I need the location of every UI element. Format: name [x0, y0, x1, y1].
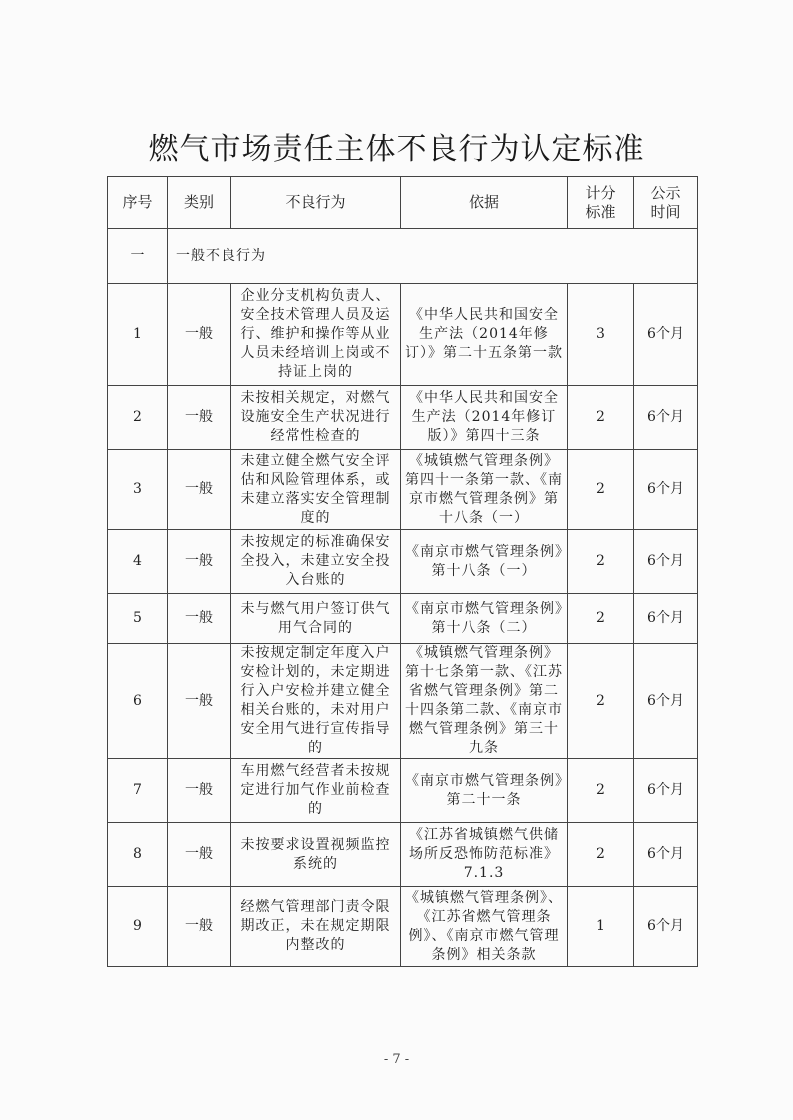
row-behavior: 未按规定制定年度入户安检计划的，未定期进行入户安检并建立健全相关台账的，未对用户安全用气进行宣传指导的 — [231, 644, 401, 759]
row-number: 3 — [108, 450, 168, 530]
row-basis: 《中华人民共和国安全生产法（2014年修订版）》第四十三条 — [401, 386, 568, 450]
header-no: 序号 — [108, 177, 168, 229]
row-score: 2 — [568, 530, 634, 594]
header-score — [568, 177, 634, 229]
row-period: 6个月 — [634, 823, 698, 887]
header-score-line2: 标准 — [585, 202, 616, 221]
row-category: 一般 — [168, 823, 231, 887]
row-category: 一般 — [168, 386, 231, 450]
table-row — [108, 644, 698, 759]
row-basis: 《南京市燃气管理条例》第十八条（二） — [401, 594, 568, 644]
row-score: 2 — [568, 759, 634, 823]
row-number: 6 — [108, 644, 168, 759]
row-period: 6个月 — [634, 284, 698, 386]
table-row — [108, 823, 698, 887]
row-category: 一般 — [168, 644, 231, 759]
table-row — [108, 594, 698, 644]
table-row — [108, 386, 698, 450]
row-number: 5 — [108, 594, 168, 644]
table-row — [108, 759, 698, 823]
table-row — [108, 530, 698, 594]
section-title: 一般不良行为 — [168, 229, 698, 284]
row-score: 2 — [568, 823, 634, 887]
row-period: 6个月 — [634, 594, 698, 644]
header-category: 类别 — [168, 177, 231, 229]
row-category: 一般 — [168, 284, 231, 386]
row-category: 一般 — [168, 450, 231, 530]
row-behavior: 未按要求设置视频监控系统的 — [231, 823, 401, 887]
header-period — [634, 177, 698, 229]
row-category: 一般 — [168, 594, 231, 644]
row-behavior: 经燃气管理部门责令限期改正，未在规定期限内整改的 — [231, 887, 401, 967]
row-basis: 《南京市燃气管理条例》第十八条（一） — [401, 530, 568, 594]
row-period: 6个月 — [634, 530, 698, 594]
row-behavior: 未按规定的标准确保安全投入，未建立安全投入台账的 — [231, 530, 401, 594]
row-basis: 《城镇燃气管理条例》、《江苏省燃气管理条例》、《南京市燃气管理条例》相关条款 — [401, 887, 568, 967]
header-basis: 依据 — [401, 177, 568, 229]
row-period: 6个月 — [634, 644, 698, 759]
row-number: 1 — [108, 284, 168, 386]
table-row — [108, 887, 698, 967]
row-score: 2 — [568, 644, 634, 759]
row-period: 6个月 — [634, 759, 698, 823]
row-basis: 《中华人民共和国安全生产法（2014年修订）》第二十五条第一款 — [401, 284, 568, 386]
section-row — [108, 229, 698, 284]
header-behavior: 不良行为 — [231, 177, 401, 229]
row-category: 一般 — [168, 530, 231, 594]
header-period-line2: 时间 — [650, 202, 681, 221]
row-behavior: 车用燃气经营者未按规定进行加气作业前检查的 — [231, 759, 401, 823]
row-basis: 《江苏省城镇燃气供储场所反恐怖防范标准》7.1.3 — [401, 823, 568, 887]
row-number: 7 — [108, 759, 168, 823]
table-row — [108, 450, 698, 530]
row-category: 一般 — [168, 759, 231, 823]
header-row — [108, 177, 698, 229]
row-number: 2 — [108, 386, 168, 450]
row-category: 一般 — [168, 887, 231, 967]
header-score-line1: 计分 — [585, 183, 616, 202]
header-period-line1: 公示 — [650, 183, 681, 202]
page-number: - 7 - — [383, 1052, 410, 1067]
row-score: 3 — [568, 284, 634, 386]
row-basis: 《南京市燃气管理条例》第二十一条 — [401, 759, 568, 823]
row-number: 9 — [108, 887, 168, 967]
standards-table — [107, 176, 698, 967]
row-behavior: 企业分支机构负责人、安全技术管理人员及运行、维护和操作等从业人员未经培训上岗或不持证上岗的 — [231, 284, 401, 386]
row-basis: 《城镇燃气管理条例》第四十一条第一款、《南京市燃气管理条例》第十八条（一） — [401, 450, 568, 530]
row-period: 6个月 — [634, 887, 698, 967]
row-period: 6个月 — [634, 386, 698, 450]
row-score: 1 — [568, 887, 634, 967]
row-score: 2 — [568, 594, 634, 644]
row-behavior: 未与燃气用户签订供气用气合同的 — [231, 594, 401, 644]
row-period: 6个月 — [634, 450, 698, 530]
row-number: 4 — [108, 530, 168, 594]
section-number: 一 — [108, 229, 168, 284]
row-score: 2 — [568, 450, 634, 530]
row-number: 8 — [108, 823, 168, 887]
row-behavior: 未按相关规定，对燃气设施安全生产状况进行经常性检查的 — [231, 386, 401, 450]
row-behavior: 未建立健全燃气安全评估和风险管理体系，或未建立落实安全管理制度的 — [231, 450, 401, 530]
table-row — [108, 284, 698, 386]
row-basis: 《城镇燃气管理条例》第十七条第一款、《江苏省燃气管理条例》第二十四条第二款、《南京市燃气管理条例》第三十九条 — [401, 644, 568, 759]
row-score: 2 — [568, 386, 634, 450]
document-title: 燃气市场责任主体不良行为认定标准 — [148, 132, 645, 167]
